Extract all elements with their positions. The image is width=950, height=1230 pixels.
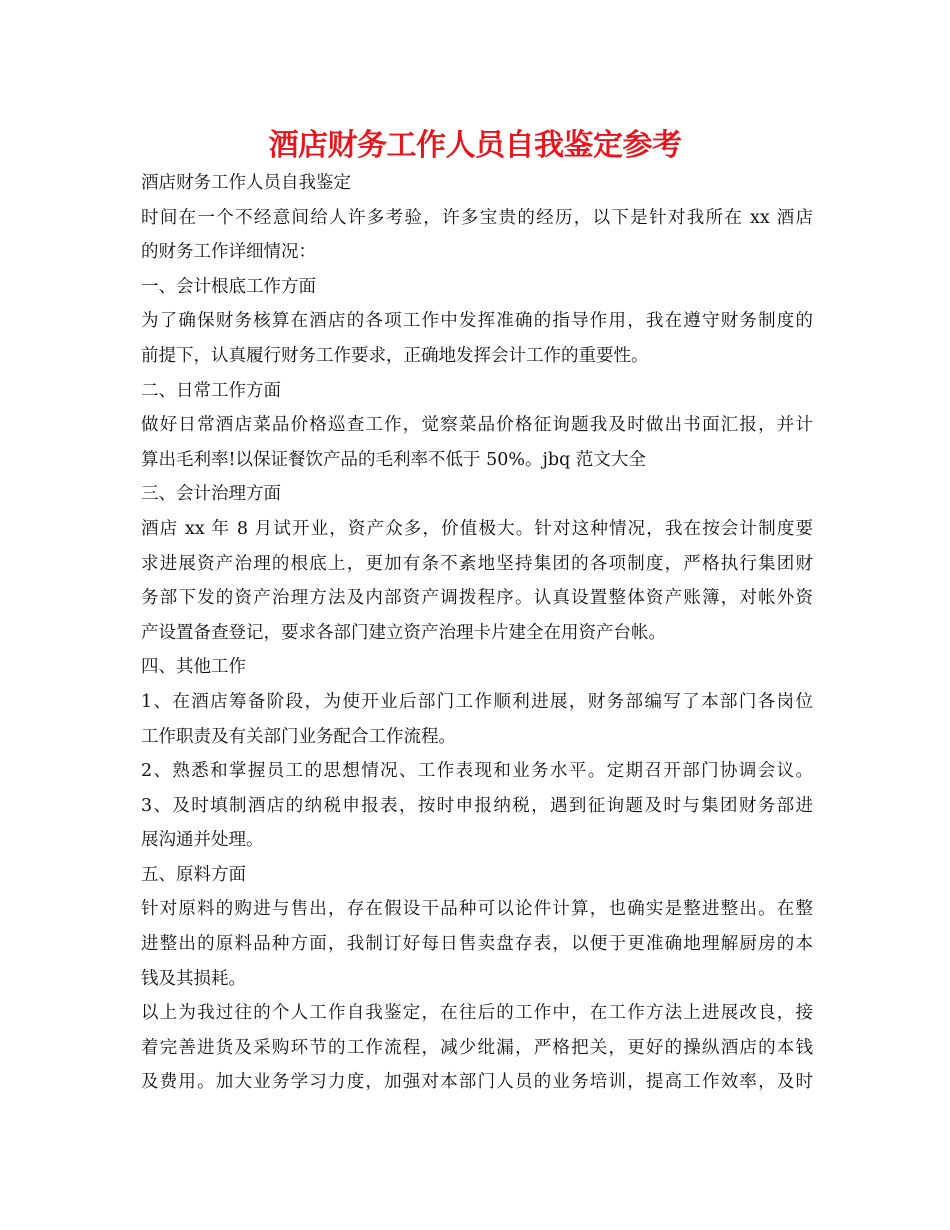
text-line: 时间在一个不经意间给人许多考验，许多宝贵的经历，以下是针对我所在 xx 酒店 <box>141 207 813 228</box>
text-line: 针对原料的购进与售出，存在假设干品种可以论件计算，也确实是整进整出。在整 <box>141 899 813 920</box>
text-line: 酒店 xx 年 8 月试开业，资产众多，价值极大。针对这种情况，我在按会计制度要 <box>141 518 813 539</box>
document-body <box>141 166 813 1100</box>
text-line: 产设置备查登记，要求各部门建立资产治理卡片建全在用资产台帐。 <box>141 622 666 643</box>
document-title: 酒店财务工作人员自我鉴定参考 <box>268 128 682 163</box>
text-line: 钱及其损耗。 <box>141 968 246 989</box>
text-line: 四、其他工作 <box>141 657 246 678</box>
text-line: 五、原料方面 <box>141 864 246 885</box>
text-line: 求进展资产治理的根底上，更加有条不紊地坚持集团的各项制度，严格执行集团财 <box>141 553 813 574</box>
text-line: 3、及时填制酒店的纳税申报表，按时申报纳税，遇到征询题及时与集团财务部进 <box>141 795 813 816</box>
text-line: 工作职责及有关部门业务配合工作流程。 <box>141 726 456 747</box>
text-line: 1、在酒店筹备阶段，为使开业后部门工作顺利进展，财务部编写了本部门各岗位 <box>141 691 813 712</box>
text-line: 算出毛利率!以保证餐饮产品的毛利率不低于 50%。jbq 范文大全 <box>141 449 646 470</box>
text-line: 展沟通并处理。 <box>141 830 264 851</box>
text-line: 进整出的原料品种方面，我制订好每日售卖盘存表，以便于更准确地理解厨房的本 <box>141 934 813 955</box>
text-line: 务部下发的资产治理方法及内部资产调拨程序。认真设置整体资产账簿，对帐外资 <box>141 588 813 609</box>
text-line: 2、熟悉和掌握员工的思想情况、工作表现和业务水平。定期召开部门协调会议。 <box>141 761 813 782</box>
text-line: 以上为我过往的个人工作自我鉴定，在往后的工作中，在工作方法上进展改良，接 <box>141 1003 813 1024</box>
text-line: 一、会计根底工作方面 <box>141 276 316 297</box>
text-line: 二、日常工作方面 <box>141 380 281 401</box>
text-line: 前提下，认真履行财务工作要求，正确地发挥会计工作的重要性。 <box>141 345 649 366</box>
text-line: 做好日常酒店菜品价格巡查工作，觉察菜品价格征询题我及时做出书面汇报，并计 <box>141 415 813 436</box>
text-line: 为了确保财务核算在酒店的各项工作中发挥准确的指导作用，我在遵守财务制度的 <box>141 311 813 332</box>
text-line: 酒店财务工作人员自我鉴定 <box>141 173 351 193</box>
text-line: 三、会计治理方面 <box>141 484 281 505</box>
text-line: 着完善进货及采购环节的工作流程，减少纰漏，严格把关，更好的操纵酒店的本钱 <box>141 1037 813 1058</box>
text-line: 及费用。加大业务学习力度，加强对本部门人员的业务培训，提高工作效率，及时 <box>141 1072 813 1093</box>
text-line: 的财务工作详细情况： <box>141 242 316 263</box>
